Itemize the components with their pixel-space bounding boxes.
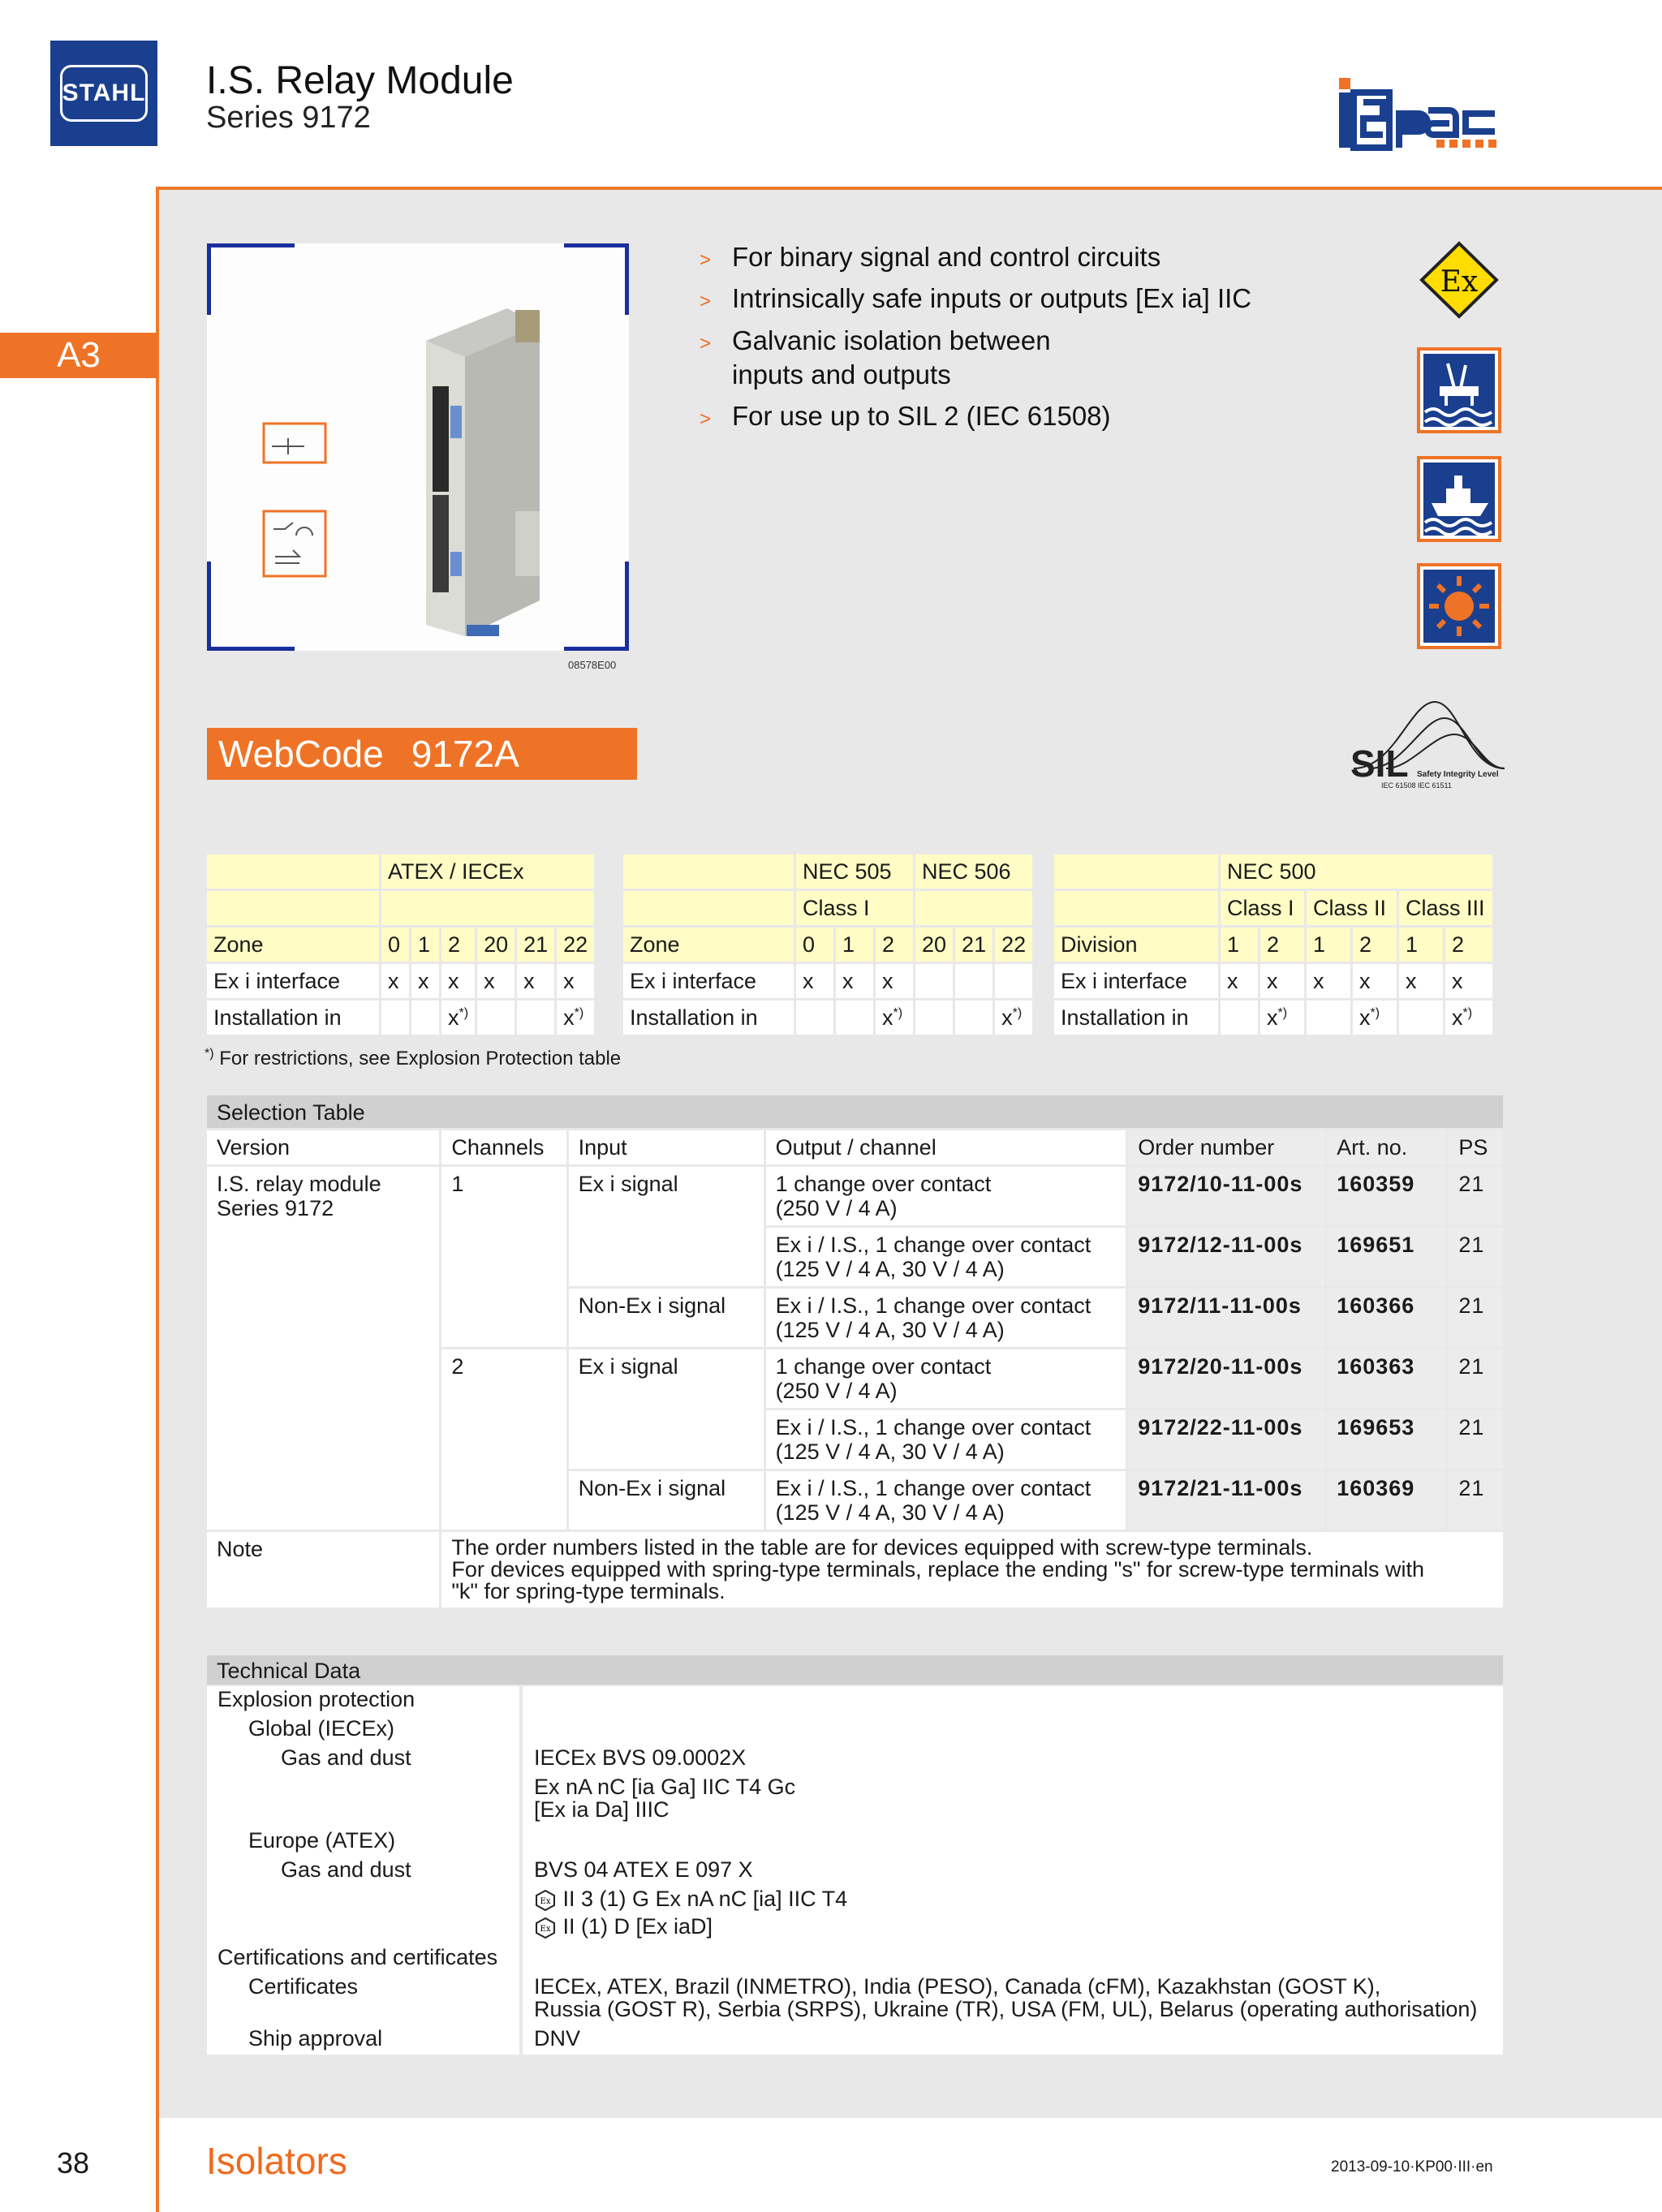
sun-icon — [1417, 563, 1501, 649]
feature-item: > For binary signal and control circuits — [700, 242, 1161, 272]
product-image — [207, 243, 629, 651]
svg-text:Ex: Ex — [540, 1896, 551, 1906]
footer-title: Isolators — [206, 2140, 347, 2182]
table-row: Non-Ex i signal Ex i / I.S., 1 change over contact (125 V / 4 A, 30 V / 4 A) 9172/11-11-00s 160366 21 — [207, 1289, 1503, 1347]
stahl-logo-text: STAHL — [60, 65, 148, 122]
feature-item-continuation: inputs and outputs — [732, 359, 951, 389]
ex-hexagon-icon — [534, 1917, 557, 1939]
stahl-logo — [50, 41, 157, 146]
webcode-label: WebCode — [218, 733, 384, 775]
row-label: Ex i interface — [207, 964, 379, 998]
webcode-value: 9172A — [411, 733, 519, 775]
svg-text:Ex: Ex — [540, 1924, 551, 1934]
zone-footnote: *) For restrictions, see Explosion Protection table — [205, 1047, 622, 1069]
atex-marking-line: Ex II 3 (1) G Ex nA nC [ia] IIC T4 — [534, 1887, 847, 1912]
row-label: Installation in — [207, 1001, 379, 1035]
ex-mark-icon — [1417, 240, 1501, 320]
ship-icon — [1417, 456, 1501, 542]
table-row: I.S. relay module Series 9172 1 Ex i signal 1 change over contact (250 V / 4 A) 9172/10-11-00s 160359 21 — [207, 1167, 1503, 1225]
nec500-division-table: NEC 500 Class I Class II Class III Division 1 2 1 2 1 2 Ex i interface x x x x x x Installation in x*) x*) x*) — [1052, 852, 1495, 1037]
selection-table-title: Selection Table — [207, 1095, 1503, 1128]
relay-module-illustration — [207, 243, 629, 651]
svg-text:Ex: Ex — [1440, 265, 1479, 299]
row-label: Zone — [207, 927, 379, 962]
svg-text:SIL: SIL — [1350, 742, 1409, 785]
page-title: I.S. Relay Module — [206, 59, 514, 102]
table-row: Ex i / I.S., 1 change over contact (125 V / 4 A, 30 V / 4 A) 9172/22-11-00s 169653 21 — [207, 1410, 1503, 1469]
svg-text:Safety Integrity Level: Safety Integrity Level — [1417, 770, 1499, 779]
table-row: Ex i / I.S., 1 change over contact (125 V / 4 A, 30 V / 4 A) 9172/12-11-00s 169651 21 — [207, 1228, 1503, 1286]
webcode-banner — [207, 728, 637, 780]
feature-item: > For use up to SIL 2 (IEC 61508) — [700, 401, 1111, 431]
note-row: Note The order numbers listed in the table are for devices equipped with screw-type terminals. For devices equipped with spring-type terminals, replace the ending "s" for screw-type terminals with "k" for spring-type terminals. — [207, 1532, 1503, 1607]
selection-table: Version Channels Input Output / channel Order number Art. no. PS I.S. relay module Series 9172 1 Ex i signal 1 change over contact (250 V / 4 A) 9172/10-11-00s 160359 21 Ex i / I.S., 1 change over contact (125 V / 4 A, 30 V / 4 A) 9172/12-11-00s 169651 21 Non-Ex i signal Ex i / I.S., 1 change over contact (125 V / 4 A, 30 V / 4 A) 9172/11-11-00s 160366 21 2 Ex i signal 1 change over contact (250 V / 4 A) 9172/20-11-00s 160363 21 Ex i / I.S., 1 change over contact (125 V / 4 A, 30 V / 4 A) 9172/22-11-00s 169653 21 Non-Ex i signal Ex i / I.S., 1 change over contact (125 V / 4 A, 30 V / 4 A) 9172/21-11-00s 160369 21 Note The order numbers listed in the table are for devices equipped with screw-type terminals. For devices equipped with spring-type terminals, replace the ending "s" for screw-type terminals with "k" for spring-type terminals. — [205, 1128, 1505, 1610]
footer-divider — [156, 2118, 159, 2212]
ispac-logo — [1339, 78, 1505, 151]
sil-logo — [1346, 694, 1505, 791]
footer-code: 2013-09-10·KP00·III·en — [1331, 2158, 1493, 2175]
technical-data-divider — [519, 1686, 523, 2055]
atex-header: ATEX / IECEx — [381, 854, 594, 889]
table-row: 2 Ex i signal 1 change over contact (250 V / 4 A) 9172/20-11-00s 160363 21 — [207, 1349, 1503, 1408]
feature-item: > Intrinsically safe inputs or outputs [Ex ia] IIC — [700, 283, 1252, 313]
technical-data-title: Technical Data — [207, 1655, 1503, 1685]
page-subtitle: Series 9172 — [206, 101, 371, 135]
offshore-platform-icon — [1417, 347, 1501, 433]
atex-marking-line: Ex II (1) D [Ex iaD] — [534, 1915, 713, 1939]
nec505-zone-table: NEC 505 NEC 506 Class I Zone 0 1 2 20 21 22 Ex i interface x x x Installation in x*) x*) — [621, 852, 1035, 1037]
image-code: 08578E00 — [568, 659, 617, 671]
feature-item: > Galvanic isolation between — [700, 325, 1051, 355]
svg-text:IEC 61508 IEC 61511: IEC 61508 IEC 61511 — [1381, 781, 1452, 790]
section-tab: A3 — [0, 333, 157, 378]
page-number: 38 — [57, 2146, 90, 2180]
table-row: Non-Ex i signal Ex i / I.S., 1 change over contact (125 V / 4 A, 30 V / 4 A) 9172/21-11-00s 160369 21 — [207, 1471, 1503, 1530]
atex-zone-table: ATEX / IECEx Zone 0 1 2 20 21 22 Ex i interface x x x x x x Installation in x*) x*) — [205, 852, 596, 1037]
ex-hexagon-icon — [534, 1889, 557, 1912]
